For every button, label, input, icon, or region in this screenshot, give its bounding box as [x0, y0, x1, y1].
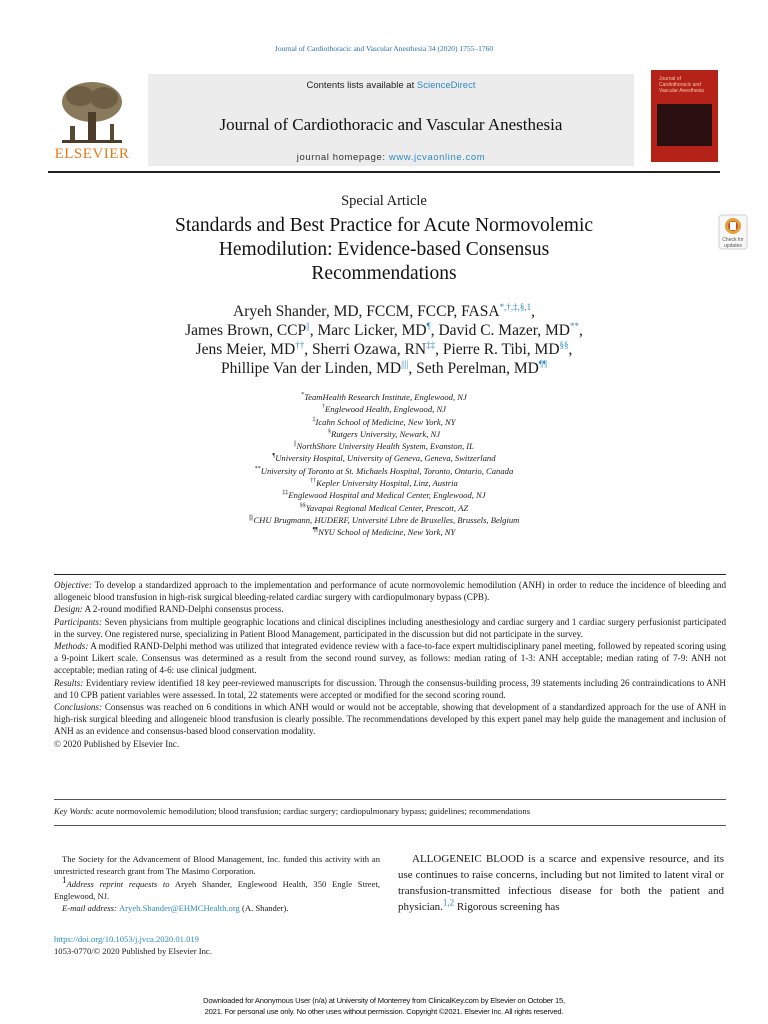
- affiliation-text: Icahn School of Medicine, New York, NY: [315, 416, 456, 427]
- affiliation-text: Englewood Health, Englewood, NJ: [324, 404, 446, 415]
- author-affiliation-marks[interactable]: §§: [559, 339, 569, 350]
- affiliation-mark: ||||: [248, 515, 254, 522]
- keywords-divider: [54, 825, 726, 826]
- affiliation-text: NorthShore University Health System, Evanston, IL: [296, 441, 474, 452]
- affiliation: [84, 403, 684, 415]
- cover-artwork: [657, 104, 712, 146]
- author-separator: ,: [304, 341, 309, 358]
- affiliation-text: TeamHealth Research Institute, Englewood, NJ: [304, 392, 467, 402]
- body-lead: ALLOGENEIC BLOOD: [412, 853, 524, 865]
- affiliation-text: Kepler University Hospital, Linz, Austria: [316, 478, 458, 489]
- affiliation-mark: ¶¶: [312, 527, 319, 534]
- title-line: Recommendations: [311, 263, 457, 284]
- affiliation: [84, 502, 684, 514]
- affiliation: [84, 489, 684, 501]
- abstract-label: Methods:: [54, 641, 89, 652]
- affiliation-text: University of Toronto at St. Michaels Hospital, Toronto, Ontario, Canada: [260, 465, 514, 476]
- abstract-section: [54, 579, 726, 603]
- abstract-text: Consensus was reached on 6 conditions in which ANH would or would not be acceptable, showing that development of a standardized approach for the use of ANH in high-risk surgical bleeding and allogeneic blood transfusion is clearly possible. The recommendations developed by this expert panel may help guide the management and inclusion of ANH as an evidence and consensus-based blood conservation modality.: [54, 702, 727, 737]
- keywords: [54, 806, 726, 816]
- elsevier-wordmark: ELSEVIER: [54, 146, 130, 162]
- abstract-label: Objective:: [54, 580, 92, 590]
- abstract-label: Participants:: [54, 616, 102, 627]
- body-text: [398, 851, 724, 915]
- affiliation-mark: ‡‡: [282, 490, 289, 497]
- affiliation: [84, 391, 684, 403]
- abstract-text: Evidentiary review identified 18 key peer-reviewed manuscripts for discussion. Through the consensus-building process, 39 statements including 26 contraindications to ANH and 10 CPB patient variables were assessed. In total, 22 statements were accepted or modified for the second scoring round.: [54, 677, 726, 700]
- email-label: E-mail address:: [62, 903, 119, 914]
- affiliation-text: Yavapai Regional Medical Center, Prescott, AZ: [305, 502, 469, 513]
- author-affiliation-marks[interactable]: ††: [295, 339, 305, 350]
- abstract-label: Results:: [54, 677, 84, 688]
- affiliation: [84, 526, 684, 538]
- author-name: Aryeh Shander, MD, FCCM, FCCP, FASA: [233, 303, 500, 320]
- affiliation-text: University Hospital, University of Geneva, Geneva, Switzerland: [275, 453, 496, 464]
- copyright-line: © 2020 Published by Elsevier Inc.: [54, 738, 180, 749]
- contents-prefix: Contents lists available at: [306, 80, 417, 91]
- affiliation: [84, 452, 684, 464]
- email-suffix: (A. Shander).: [239, 903, 289, 914]
- body-paragraph: [398, 851, 724, 915]
- masthead-banner: [148, 74, 634, 166]
- affiliation-text: CHU Brugmann, HUDERF, Université Libre de Bruxelles, Brussels, Belgium: [253, 514, 520, 525]
- affiliation-mark: **: [254, 465, 261, 472]
- author-line: [94, 340, 674, 359]
- author-affiliation-marks[interactable]: **: [569, 320, 579, 331]
- abstract-label: Conclusions:: [54, 702, 102, 713]
- doi-block: [54, 933, 384, 958]
- affiliation-mark: *: [301, 392, 305, 399]
- issn-line: 1053-0770/© 2020 Published by Elsevier Inc.: [54, 946, 212, 957]
- funding-note: The Society for the Advancement of Blood Management, Inc. funded this activity with an unrestricted research grant from The Masimo Corporation.: [54, 854, 380, 877]
- abstract-text: A 2-round modified RAND-Delphi consensus process.: [84, 604, 284, 615]
- author-line: [94, 321, 674, 340]
- homepage-link[interactable]: www.jcvaonline.com: [388, 152, 486, 163]
- keywords-text: acute normovolemic hemodilution; blood transfusion; cardiac surgery; cardiopulmonary bypass; guidelines; recommendations: [95, 806, 531, 816]
- affiliation-list: [84, 391, 684, 539]
- affiliation-mark: ††: [310, 478, 317, 485]
- affiliation: [84, 428, 684, 440]
- author-name: Marc Licker, MD: [317, 322, 427, 339]
- author-name: Jens Meier, MD: [195, 341, 296, 358]
- author-separator: ,: [430, 322, 435, 339]
- affiliation-mark: ¶: [272, 453, 276, 460]
- homepage-line: [148, 152, 634, 163]
- body-tail: Rigorous screening has: [454, 901, 560, 913]
- title-line: Standards and Best Practice for Acute Normovolemic: [174, 215, 594, 236]
- reprint-note: [54, 874, 380, 903]
- affiliation-mark: ‡: [312, 416, 316, 423]
- author-name: Phillipe Van der Linden, MD: [221, 360, 402, 377]
- abstract-divider-bottom: [54, 799, 726, 800]
- abstract-divider-top: [54, 574, 726, 575]
- doi-link[interactable]: https://doi.org/10.1053/j.jvca.2020.01.019: [54, 934, 199, 944]
- affiliation-text: Englewood Hospital and Medical Center, Englewood, NJ: [288, 490, 486, 501]
- download-line: Downloaded for Anonymous User (n/a) at University of Monterrey from ClinicalKey.com by Elsevier on October 15,: [203, 996, 565, 1005]
- author-line: [94, 359, 674, 378]
- affiliation-text: Rutgers University, Newark, NJ: [330, 428, 441, 439]
- abstract-section: [54, 603, 726, 615]
- reference-link[interactable]: 1,2: [442, 897, 455, 908]
- author-separator: ,: [531, 303, 535, 320]
- check-for-updates-label[interactable]: Check for updates: [722, 237, 744, 249]
- author-name: Pierre R. Tibi, MD: [442, 341, 560, 358]
- article-type: Special Article: [341, 193, 427, 209]
- email-note: [54, 902, 380, 914]
- keywords-label: Key Words:: [54, 806, 94, 816]
- author-affiliation-marks[interactable]: ¶: [426, 320, 431, 331]
- author-name: Sherri Ozawa, RN: [312, 341, 427, 358]
- author-separator: ,: [309, 322, 314, 339]
- reprint-label: Address reprint requests to: [66, 878, 170, 889]
- author-separator: ,: [578, 322, 583, 339]
- sciencedirect-link[interactable]: ScienceDirect: [416, 80, 476, 91]
- download-notice: [0, 996, 768, 1017]
- author-affiliation-marks[interactable]: ||||: [401, 358, 409, 369]
- masthead-divider: [48, 171, 720, 173]
- affiliation: [84, 465, 684, 477]
- article-title: [134, 214, 634, 286]
- author-affiliation-marks[interactable]: ¶¶: [538, 358, 547, 369]
- affiliation: [84, 514, 684, 526]
- download-line: 2021. For personal use only. No other uses without permission. Copyright ©2021. Elsevier Inc. All rights reserved.: [204, 1006, 564, 1016]
- abstract-section: [54, 616, 726, 640]
- title-line: Hemodilution: Evidence-based Consensus: [218, 239, 550, 260]
- body-sentence: is a scarce and expensive resource, and its use continues to raise concerns, including but not limited to latent viral or transfusion-transmitted infectious disease for both the patient and physician.: [398, 853, 725, 913]
- author-name: James Brown, CCP: [185, 322, 307, 339]
- homepage-prefix: journal homepage:: [296, 152, 389, 163]
- author-name: Seth Perelman, MD: [416, 360, 539, 377]
- abstract: [54, 579, 726, 750]
- affiliation-mark: †: [321, 404, 325, 411]
- affiliation-text: NYU School of Medicine, New York, NY: [318, 527, 456, 538]
- affiliation-mark: ||: [294, 441, 297, 448]
- journal-citation: Journal of Cardiothoracic and Vascular Anesthesia 34 (2020) 1755–1760: [274, 44, 494, 53]
- affiliation: [84, 477, 684, 489]
- abstract-section: [54, 640, 726, 677]
- affiliation: [84, 440, 684, 452]
- email-link[interactable]: Aryeh.Shander@EHMCHealth.org: [118, 903, 240, 914]
- reprint-mark: 1: [62, 874, 67, 885]
- journal-cover-image: [651, 70, 718, 162]
- author-separator: ,: [568, 341, 573, 358]
- journal-masthead: [48, 70, 720, 166]
- author-separator: ,: [408, 360, 413, 377]
- affiliation: [84, 416, 684, 428]
- affiliation-mark: §§: [299, 502, 306, 509]
- author-affiliation-marks[interactable]: ||: [306, 320, 310, 331]
- author-affiliation-marks[interactable]: ‡‡: [426, 339, 436, 350]
- reprint-text: Aryeh Shander, Englewood Health, 350 Engle Street, Englewood, NJ.: [54, 878, 380, 901]
- author-line: [94, 302, 674, 321]
- abstract-label: Design:: [54, 604, 83, 615]
- author-name: David C. Mazer, MD: [438, 322, 570, 339]
- cover-title: Journal of Cardiothoracic and Vascular Anesthesia: [659, 76, 704, 94]
- author-separator: ,: [435, 341, 439, 358]
- affiliation-mark: §: [327, 429, 331, 436]
- footnotes: [54, 853, 380, 914]
- author-list: [94, 302, 674, 378]
- author-affiliation-marks[interactable]: *,†,‡,§,1: [499, 301, 532, 312]
- abstract-section: [54, 677, 726, 701]
- abstract-section: [54, 701, 726, 738]
- journal-title: Journal of Cardiothoracic and Vascular Anesthesia: [219, 115, 563, 134]
- contents-line: [148, 80, 634, 91]
- abstract-text: To develop a standardized approach to the implementation and performance of acute normovolemic hemodilution (ANH) in order to reduce the incidence of bleeding and allogeneic blood transfusion in high-risk surgical bleeding-related cardiac surgery with cardiopulmonary bypass (CPB).: [54, 580, 726, 603]
- abstract-text: Seven physicians from multiple geographic locations and clinical disciplines including anesthesiology and cardiac surgery and 1 cardiac surgery perfusionist participated in the survey. One registered nurse, specializing in Patient Blood Management, participated in the discussion but did not participate in the survey.: [54, 616, 726, 639]
- abstract-text: A modified RAND-Delphi method was utilized that integrated evidence review with a face-to-face expert multidisciplinary panel meeting, followed by repeated scoring using a 9-point Likert scale. Consensus was determined as a result from the second round survey, as follows: median rating of 1-3: ANH acceptable; median rating of 7-9: ANH not acceptable; median rating of 4-6: use clinical judgment.: [54, 641, 726, 676]
